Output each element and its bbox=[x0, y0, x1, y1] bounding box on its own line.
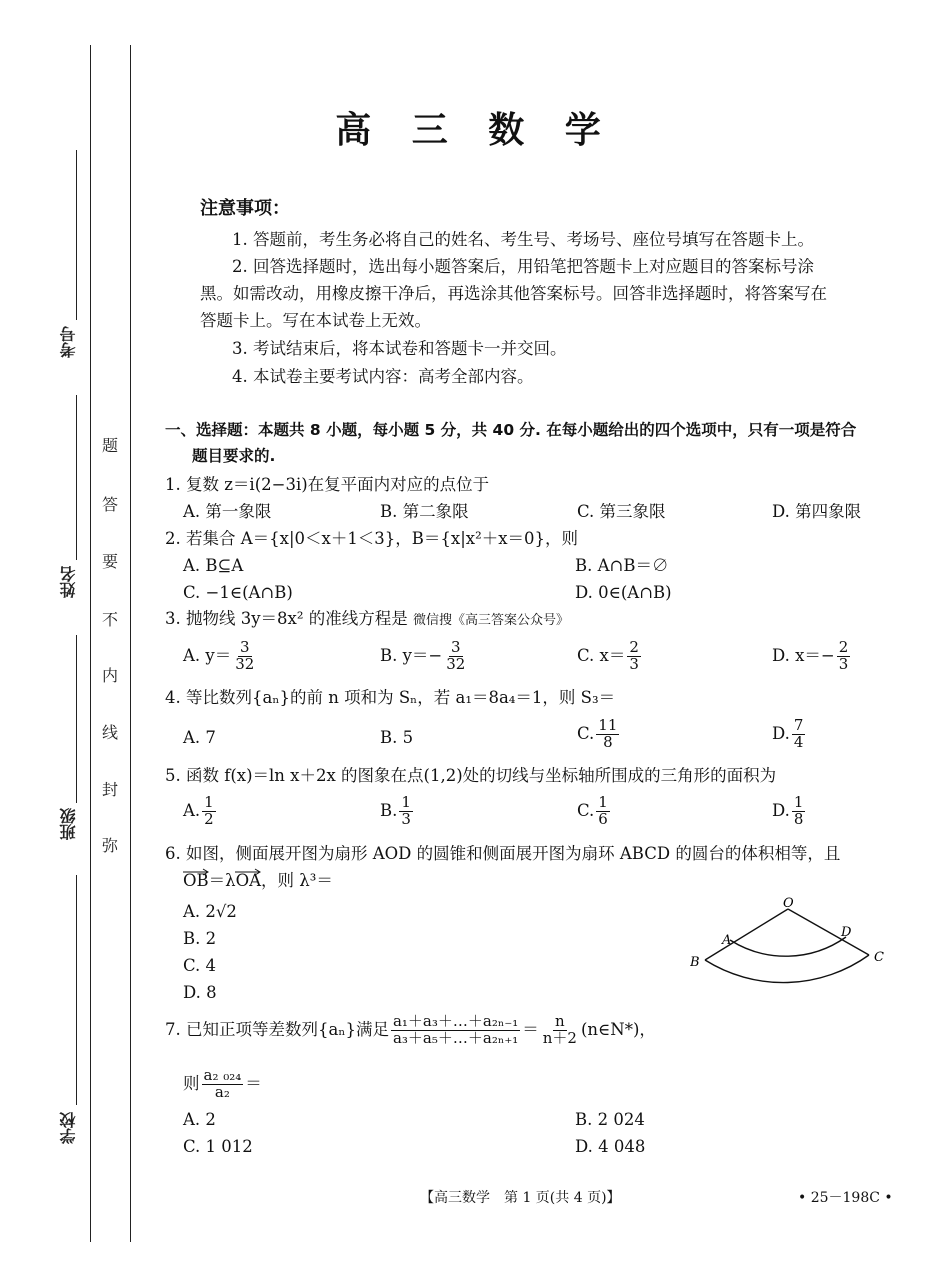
exam-number-blank[interactable] bbox=[76, 150, 77, 320]
point-o-label: O bbox=[783, 896, 794, 911]
notice-heading: 注意事项： bbox=[200, 198, 290, 219]
q3-opt-b-frac bbox=[444, 640, 467, 673]
q7-ask-num: a₂ ₀₂₄ bbox=[203, 1066, 242, 1084]
q5-stem: 5. 函数 f(x)＝ln x＋2x 的图象在点(1,2)处的切线与坐标轴所围成的三角形的面积为 bbox=[165, 766, 777, 785]
q7-rhs-frac bbox=[541, 1014, 579, 1047]
binding-line-outer bbox=[90, 45, 91, 1242]
q2-option-b[interactable]: B. A∩B＝∅ bbox=[575, 556, 669, 575]
seal-char-6: 要 bbox=[102, 552, 119, 571]
school-blank[interactable] bbox=[76, 875, 77, 1105]
q3-stem bbox=[165, 611, 569, 628]
q5-opt-c-frac bbox=[596, 795, 610, 828]
q2-option-d[interactable]: D. 0∈(A∩B) bbox=[575, 583, 672, 602]
q4-opt-d-den: 4 bbox=[793, 732, 804, 751]
q3-stem-text: 3. 抛物线 3y＝8x² 的准线方程是 bbox=[165, 609, 408, 628]
inner-arc bbox=[730, 937, 846, 956]
q5-opt-c-den: 6 bbox=[598, 809, 608, 828]
seal-char-8: 题 bbox=[102, 436, 119, 455]
label-class: 班级 bbox=[59, 808, 78, 840]
edge-oc bbox=[788, 909, 869, 955]
q5-opt-d-num: 1 bbox=[793, 793, 804, 811]
notice-item-3: 3. 考试结束后，将本试卷和答题卡一并交回。 bbox=[232, 339, 567, 358]
q2-option-a[interactable]: A. B⊆A bbox=[183, 556, 244, 575]
q7-option-d[interactable]: D. 4 048 bbox=[575, 1137, 646, 1156]
q3-opt-d-den: 3 bbox=[838, 654, 849, 673]
q3-opt-d-pre: D. x＝− bbox=[772, 645, 835, 665]
paper-code: • 25－198C • bbox=[798, 1190, 893, 1206]
q7-stem-pre: 7. 已知正项等差数列{aₙ}满足 bbox=[165, 1019, 389, 1039]
section1-heading-cont: 题目要求的. bbox=[192, 447, 276, 465]
q1-option-b[interactable]: B. 第二象限 bbox=[380, 502, 469, 521]
q7-stem-post: (n∈N*)， bbox=[580, 1019, 656, 1039]
q3-opt-b-den: 32 bbox=[446, 654, 466, 673]
q6-stem: 6. 如图，侧面展开图为扇形 AOD 的圆锥和侧面展开图为扇环 ABCD 的圆台的体积相等，且 bbox=[165, 844, 841, 863]
name-blank[interactable] bbox=[76, 395, 77, 560]
q4-option-d[interactable] bbox=[772, 718, 807, 751]
q3-opt-d-num: 2 bbox=[838, 638, 849, 656]
q1-option-a[interactable]: A. 第一象限 bbox=[183, 502, 272, 521]
q5-opt-d-pre: D. bbox=[772, 800, 790, 820]
q5-option-a[interactable] bbox=[183, 795, 218, 828]
q4-option-a[interactable]: A. 7 bbox=[183, 728, 216, 747]
q4-opt-c-den: 8 bbox=[603, 732, 613, 751]
seal-char-5: 不 bbox=[102, 610, 119, 629]
q3-opt-c-den: 3 bbox=[629, 654, 639, 673]
q1-option-c[interactable]: C. 第三象限 bbox=[577, 502, 666, 521]
q4-opt-d-num: 7 bbox=[793, 716, 804, 734]
q3-opt-a-frac bbox=[233, 640, 256, 673]
q3-option-d[interactable] bbox=[772, 640, 852, 673]
q6-stem-cont: OB＝λOA，则 λ³＝ bbox=[183, 871, 333, 890]
label-name: 姓名 bbox=[59, 566, 78, 598]
q5-opt-c-pre: C. bbox=[577, 800, 595, 820]
q3-opt-a-pre: A. y＝ bbox=[183, 645, 232, 665]
section1-heading: 一、选择题：本题共 8 小题，每小题 5 分，共 40 分. 在每小题给出的四个选项中，只有一项是符合 bbox=[165, 421, 857, 439]
q7-option-c[interactable]: C. 1 012 bbox=[183, 1137, 253, 1156]
q7-lhs-num: a₁＋a₃＋…＋a₂ₙ₋₁ bbox=[392, 1012, 519, 1030]
q7-ask-den: a₂ bbox=[214, 1082, 230, 1101]
outer-arc bbox=[705, 955, 869, 983]
q7-lhs-frac bbox=[391, 1014, 520, 1047]
q5-opt-d-frac bbox=[792, 795, 806, 828]
vector-arrows bbox=[181, 866, 261, 876]
q7-equals: ＝ bbox=[522, 1019, 539, 1039]
q5-opt-a-frac bbox=[202, 795, 216, 828]
q7-stem bbox=[165, 1014, 656, 1047]
q7-ask-post: ＝ bbox=[245, 1073, 262, 1093]
q6-option-a[interactable]: A. 2√2 bbox=[183, 902, 237, 921]
q5-opt-b-frac bbox=[399, 795, 413, 828]
q4-opt-c-pre: C. bbox=[577, 723, 595, 743]
page-footer: 【高三数学 第 1 页(共 4 页)】 bbox=[420, 1190, 621, 1206]
q5-opt-d-den: 8 bbox=[793, 809, 804, 828]
notice-item-2-end: 答题卡上。写在本试卷上无效。 bbox=[200, 311, 431, 330]
seal-char-4: 内 bbox=[102, 666, 119, 685]
q7-rhs-den: n＋2 bbox=[542, 1028, 577, 1047]
notice-item-2-cont: 黑。如需改动，用橡皮擦干净后，再选涂其他答案标号。回答非选择题时，将答案写在 bbox=[200, 284, 827, 303]
q6-option-b[interactable]: B. 2 bbox=[183, 929, 217, 948]
q3-opt-c-frac bbox=[627, 640, 641, 673]
label-exam-number: 考号 bbox=[59, 326, 78, 358]
seal-char-3: 线 bbox=[102, 723, 119, 742]
q3-option-b[interactable] bbox=[380, 640, 469, 673]
q3-opt-b-pre: B. y＝− bbox=[380, 645, 443, 665]
edge-ob bbox=[705, 909, 788, 960]
q7-option-b[interactable]: B. 2 024 bbox=[575, 1110, 645, 1129]
q5-option-c[interactable] bbox=[577, 795, 612, 828]
page-title: 高 三 数 学 bbox=[335, 110, 615, 151]
q2-stem: 2. 若集合 A＝{x|0＜x＋1＜3}，B＝{x|x²＋x＝0}，则 bbox=[165, 529, 579, 548]
q3-opt-d-frac bbox=[837, 640, 851, 673]
q6-option-d[interactable]: D. 8 bbox=[183, 983, 217, 1002]
seal-char-2: 封 bbox=[102, 780, 119, 799]
q2-option-c[interactable]: C. −1∈(A∩B) bbox=[183, 583, 293, 602]
q3-opt-b-num: 3 bbox=[451, 638, 461, 656]
q5-opt-c-num: 1 bbox=[598, 793, 608, 811]
q7-ask bbox=[183, 1068, 262, 1101]
q7-option-a[interactable]: A. 2 bbox=[183, 1110, 216, 1129]
q4-opt-c-num: 11 bbox=[598, 716, 618, 734]
q3-option-c[interactable] bbox=[577, 640, 643, 673]
point-d-label: D bbox=[841, 925, 852, 940]
q5-opt-b-pre: B. bbox=[380, 800, 398, 820]
notice-item-1: 1. 答题前，考生务必将自己的姓名、考生号、考场号、座位号填写在答题卡上。 bbox=[232, 230, 814, 249]
q4-opt-d-frac bbox=[792, 718, 806, 751]
class-blank[interactable] bbox=[76, 635, 77, 803]
q5-opt-a-pre: A. bbox=[183, 800, 201, 820]
q5-option-b[interactable] bbox=[380, 795, 415, 828]
q4-stem: 4. 等比数列{aₙ}的前 n 项和为 Sₙ，若 a₁＝8a₄＝1，则 S₃＝ bbox=[165, 688, 616, 707]
q3-opt-c-pre: C. x＝ bbox=[577, 645, 626, 665]
q3-option-a[interactable] bbox=[183, 640, 258, 673]
q5-opt-a-den: 2 bbox=[204, 809, 214, 828]
binding-line-inner bbox=[130, 45, 131, 1242]
point-c-label: C bbox=[874, 950, 884, 965]
q7-rhs-num: n bbox=[555, 1012, 565, 1030]
q3-opt-c-num: 2 bbox=[629, 638, 639, 656]
q1-stem: 1. 复数 z＝i(2−3i)在复平面内对应的点位于 bbox=[165, 475, 490, 494]
q3-watermark: 微信搜《高三答案公众号》 bbox=[412, 613, 569, 628]
q3-opt-a-num: 3 bbox=[240, 638, 250, 656]
q7-ask-pre: 则 bbox=[183, 1073, 200, 1093]
q4-option-c[interactable] bbox=[577, 718, 621, 751]
notice-item-4: 4. 本试卷主要考试内容：高考全部内容。 bbox=[232, 367, 534, 386]
q1-option-d[interactable]: D. 第四象限 bbox=[772, 502, 862, 521]
seal-char-1: 弥 bbox=[102, 836, 119, 855]
vector-oa-arrow bbox=[235, 869, 260, 875]
seal-char-7: 答 bbox=[102, 495, 119, 514]
q4-opt-d-pre: D. bbox=[772, 723, 790, 743]
point-b-label: B bbox=[690, 955, 700, 970]
q7-ask-frac bbox=[202, 1068, 244, 1101]
q5-opt-b-den: 3 bbox=[401, 809, 411, 828]
q5-option-d[interactable] bbox=[772, 795, 807, 828]
notice-item-2: 2. 回答选择题时，选出每小题答案后，用铅笔把答题卡上对应题目的答案标号涂 bbox=[232, 257, 814, 276]
q4-opt-c-frac bbox=[596, 718, 619, 751]
label-school: 学校 bbox=[59, 1112, 78, 1144]
q6-option-c[interactable]: C. 4 bbox=[183, 956, 217, 975]
point-a-label: A bbox=[722, 933, 732, 948]
vector-ob-arrow bbox=[183, 869, 208, 875]
q4-option-b[interactable]: B. 5 bbox=[380, 728, 414, 747]
q3-opt-a-den: 32 bbox=[235, 654, 255, 673]
q5-opt-a-num: 1 bbox=[204, 793, 214, 811]
sector-figure bbox=[690, 895, 890, 1020]
q7-lhs-den: a₃＋a₅＋…＋a₂ₙ₊₁ bbox=[392, 1028, 519, 1047]
q5-opt-b-num: 1 bbox=[401, 793, 411, 811]
